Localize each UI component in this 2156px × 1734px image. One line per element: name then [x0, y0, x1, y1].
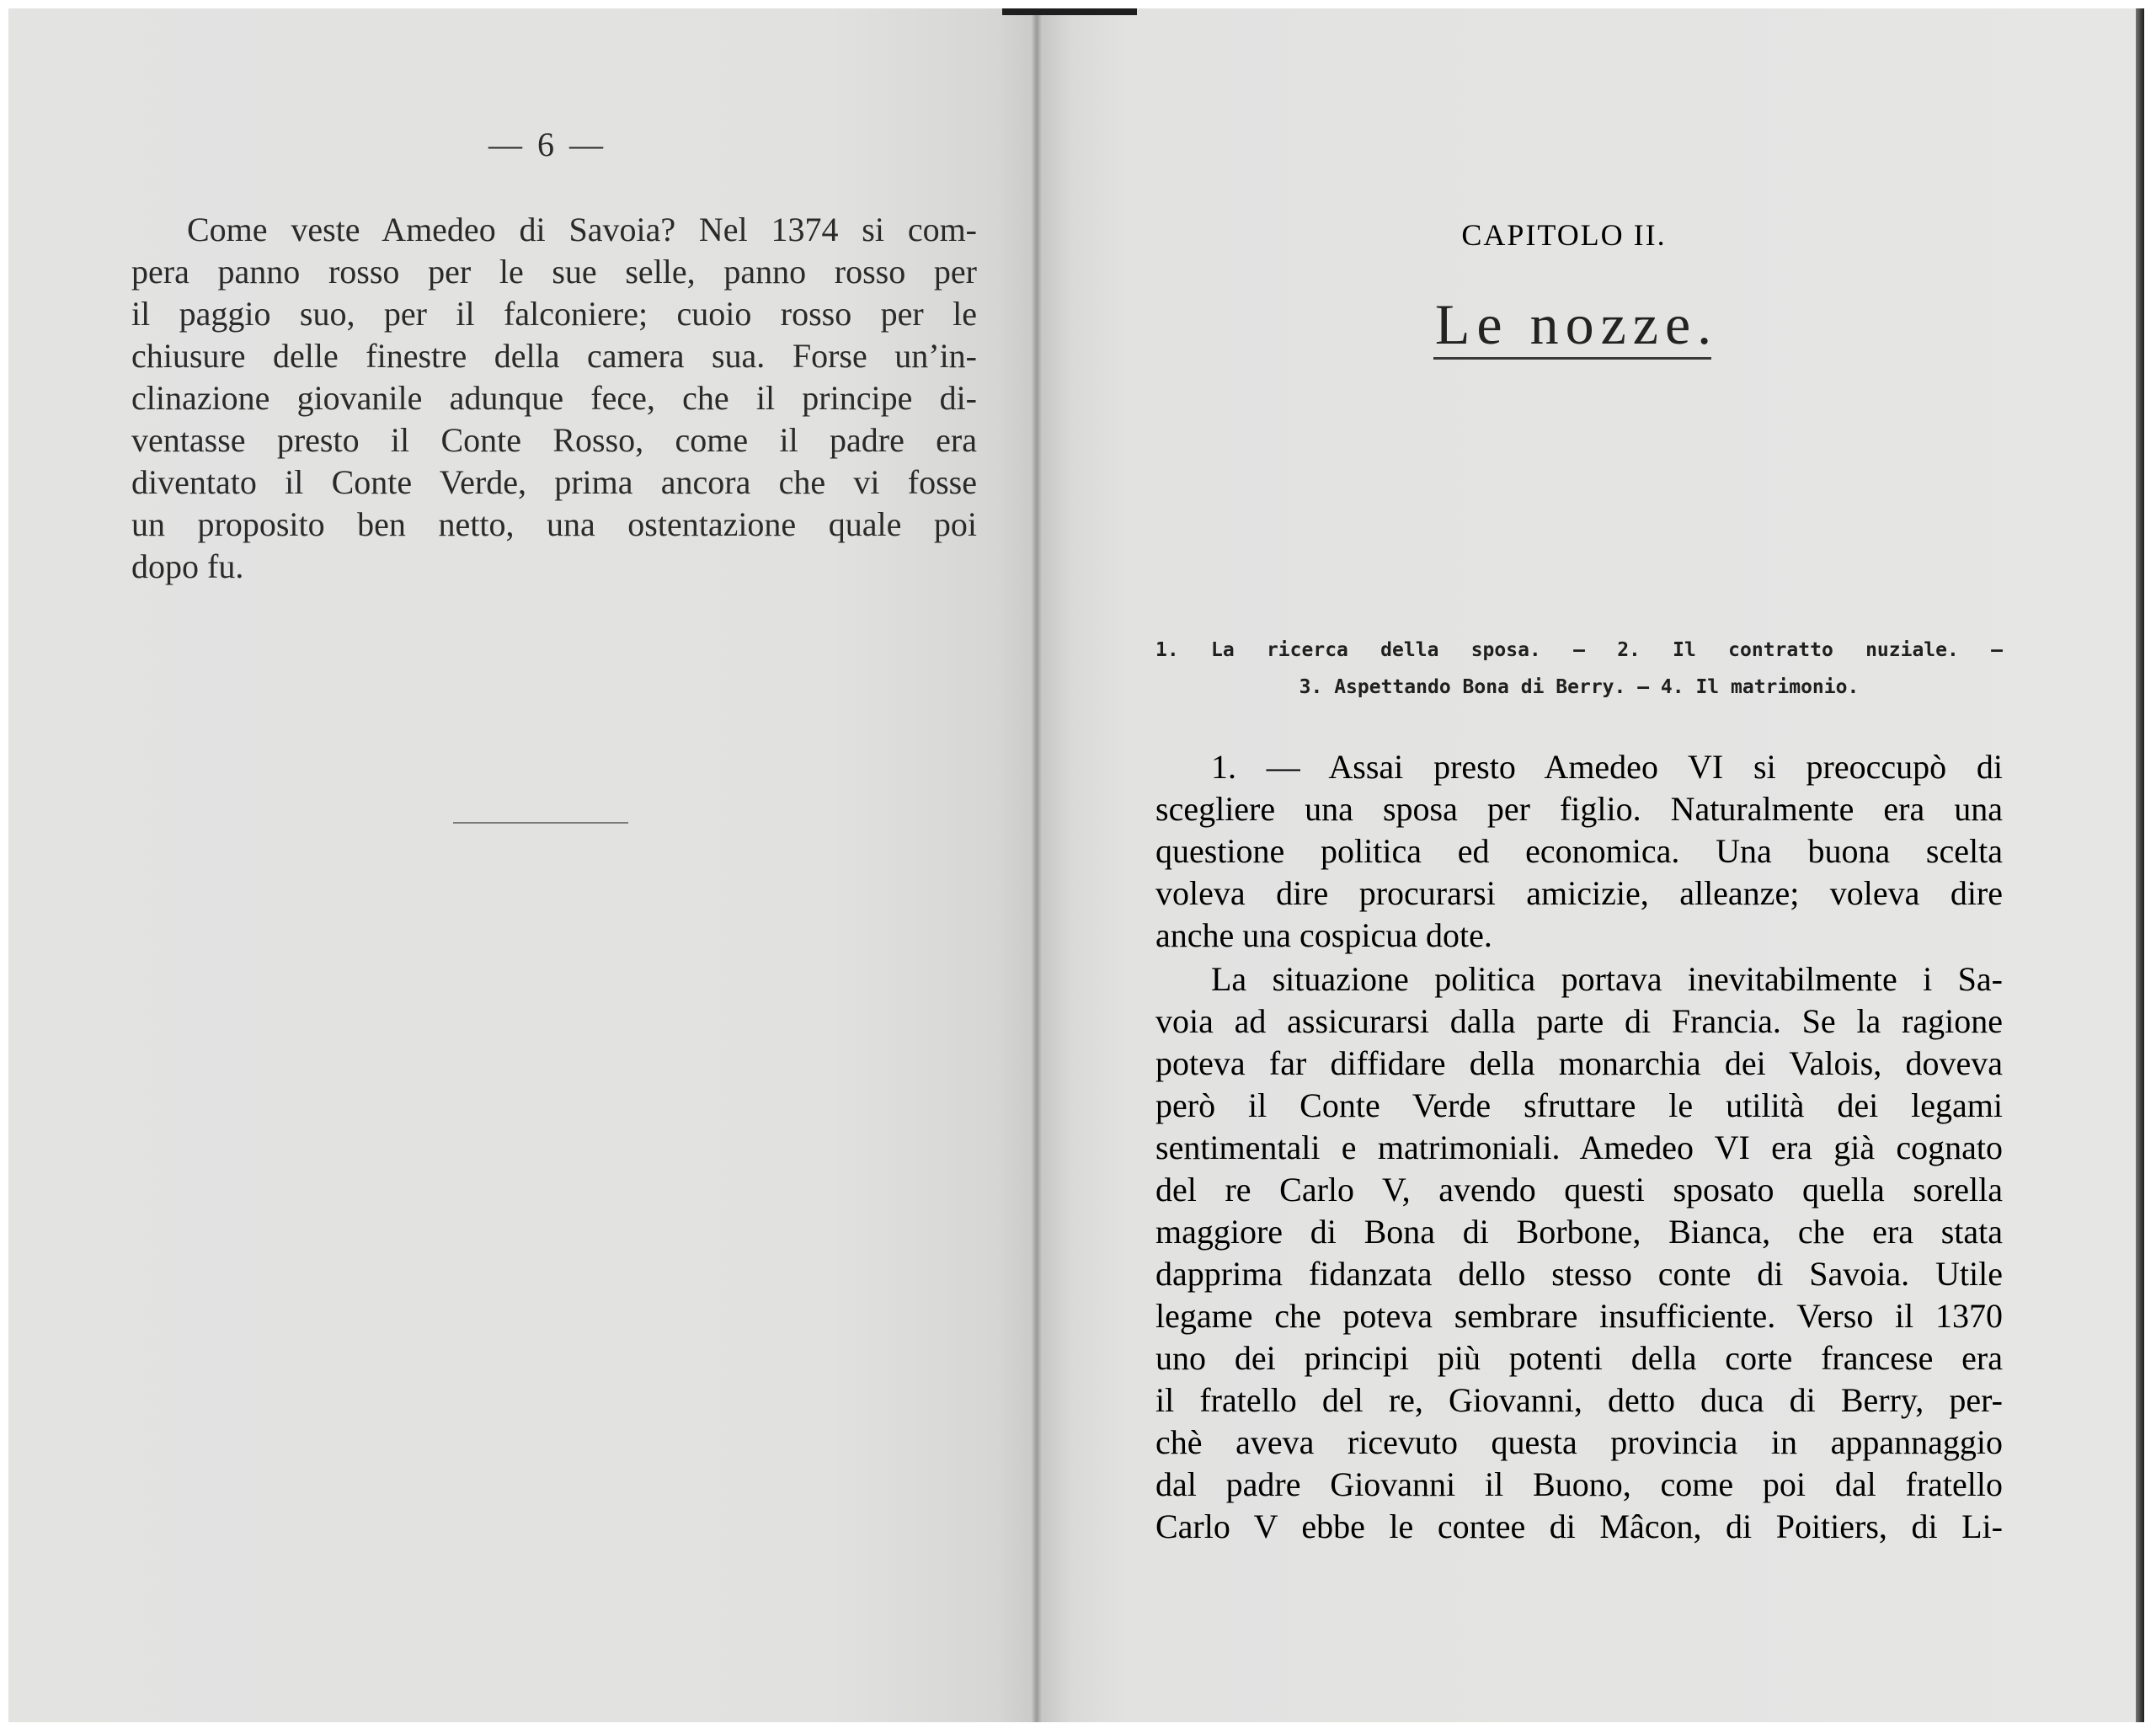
book-spread	[8, 8, 2144, 1722]
text-line: dopo fu.	[131, 547, 244, 585]
text-line: legame che poteva sembrare insufficiente. Verso il 1370	[1155, 1297, 2003, 1335]
text-line: La situazione politica portava inevitabilmente i Sa-	[1211, 960, 2003, 998]
text-line: scegliere una sposa per figlio. Naturalmente era una	[1155, 790, 2003, 828]
text-line: 1. — Assai presto Amedeo VI si preoccupò di	[1211, 748, 2003, 786]
chapter-summary	[1155, 632, 2003, 706]
text-line: clinazione giovanile adunque fece, che il principe di-	[131, 379, 977, 417]
text-line: dal padre Giovanni il Buono, come poi dal fratello	[1155, 1465, 2003, 1503]
text-line: un proposito ben netto, una ostentazione quale poi	[131, 505, 977, 543]
text-line: pera panno rosso per le sue selle, panno rosso per	[131, 253, 977, 291]
text-line: poteva far diffidare della monarchia dei Valois, doveva	[1155, 1044, 2003, 1082]
text-line: Carlo V ebbe le contee di Mâcon, di Poitiers, di Li-	[1155, 1507, 2003, 1545]
page-right-edge	[2136, 8, 2144, 1722]
right-paragraph-1	[1155, 746, 2003, 957]
text-line: dapprima fidanzata dello stesso conte di Savoia. Utile	[1155, 1255, 2003, 1293]
text-line: maggiore di Bona di Borbone, Bianca, che era stata	[1155, 1213, 2003, 1251]
chapter-label: CAPITOLO II.	[1461, 218, 1667, 252]
section-end-rule	[453, 822, 628, 824]
text-line: però il Conte Verde sfruttare le utilità dei legami	[1155, 1086, 2003, 1124]
text-line: del re Carlo V, avendo questi sposato quella sorella	[1155, 1171, 2003, 1208]
chapter-title: Le nozze.	[1434, 292, 1719, 356]
right-paragraph-2	[1155, 958, 2003, 1548]
book-gutter	[1031, 8, 1043, 1722]
text-line: questione politica ed economica. Una buona scelta	[1155, 832, 2003, 870]
text-line: voia ad assicurarsi dalla parte di Francia. Se la ragione	[1155, 1002, 2003, 1040]
text-line: ventasse presto il Conte Rosso, come il padre era	[131, 421, 977, 459]
left-page	[8, 8, 1038, 1722]
summary-line: 3. Aspettando Bona di Berry. — 4. Il matrimonio.	[1299, 676, 1860, 698]
text-line: voleva dire procurarsi amicizie, alleanze; voleva dire	[1155, 874, 2003, 912]
text-line: sentimentali e matrimoniali. Amedeo VI era già cognato	[1155, 1128, 2003, 1166]
text-line: uno dei principi più potenti della corte francese era	[1155, 1339, 2003, 1377]
page-number: — 6 —	[488, 125, 606, 163]
text-line: chè aveva ricevuto questa provincia in appannaggio	[1155, 1423, 2003, 1461]
text-line: il fratello del re, Giovanni, detto duca di Berry, per-	[1155, 1381, 2003, 1419]
text-line: diventato il Conte Verde, prima ancora che vi fosse	[131, 463, 977, 501]
text-line: chiusure delle finestre della camera sua. Forse un’in-	[131, 337, 977, 375]
text-line: Come veste Amedeo di Savoia? Nel 1374 si com-	[187, 211, 977, 248]
summary-line: 1. La ricerca della sposa. — 2. Il contratto nuziale. —	[1155, 639, 2003, 661]
text-line: anche una cospicua dote.	[1155, 916, 1492, 954]
text-line: il paggio suo, per il falconiere; cuoio rosso per le	[131, 295, 977, 333]
title-underline	[1433, 357, 1711, 360]
left-paragraph	[131, 209, 977, 588]
spine-top-edge	[1002, 8, 1137, 15]
